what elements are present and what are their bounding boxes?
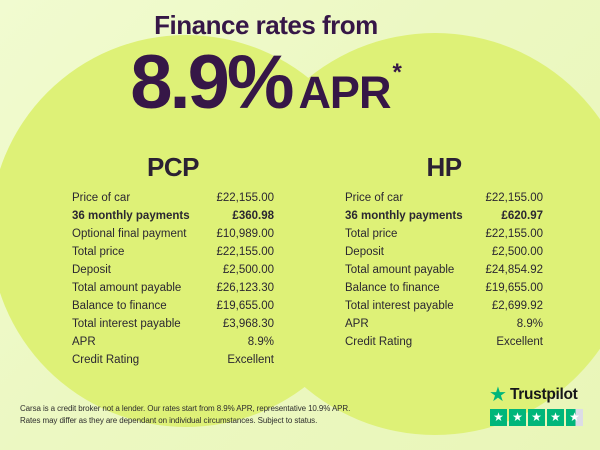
trustpilot-star-icon: ★ xyxy=(490,409,507,426)
table-row xyxy=(345,225,543,243)
row-value: £22,155.00 xyxy=(485,192,543,204)
row-value: £22,155.00 xyxy=(485,228,543,240)
row-label: Credit Rating xyxy=(72,354,140,366)
rate-suffix: APR xyxy=(298,67,391,118)
headline-title: Finance rates from xyxy=(154,10,378,40)
trustpilot-badge xyxy=(489,385,583,426)
row-value: £2,500.00 xyxy=(491,246,543,258)
row-label: Total interest payable xyxy=(72,318,181,330)
trustpilot-star-icon: ★ xyxy=(528,409,545,426)
row-value: £19,655.00 xyxy=(216,300,274,312)
row-value: £24,854.92 xyxy=(485,264,543,276)
table-row xyxy=(72,315,274,333)
table-row xyxy=(72,189,274,207)
table-row xyxy=(72,279,274,297)
disclaimer-text xyxy=(20,403,388,427)
table-row xyxy=(345,315,543,333)
table-row xyxy=(72,297,274,315)
row-label: APR xyxy=(72,336,96,348)
row-label: Price of car xyxy=(72,192,131,204)
table-row xyxy=(72,351,274,369)
trustpilot-rating-stars xyxy=(490,409,583,426)
table-row xyxy=(72,261,274,279)
table-row xyxy=(345,261,543,279)
row-value: £620.97 xyxy=(501,210,543,222)
row-label: Total interest payable xyxy=(345,300,454,312)
row-label: Total amount payable xyxy=(72,282,182,294)
row-label: Price of car xyxy=(345,192,404,204)
row-value: Excellent xyxy=(227,354,274,366)
trustpilot-star-icon: ★ xyxy=(566,409,583,426)
trustpilot-star-icon: ★ xyxy=(509,409,526,426)
row-value: £22,155.00 xyxy=(216,246,274,258)
table-row xyxy=(72,333,274,351)
rate-asterisk: * xyxy=(392,59,402,86)
row-value: 8.9% xyxy=(516,318,543,330)
trustpilot-brand-name: Trustpilot xyxy=(509,386,578,403)
row-value: £26,123.30 xyxy=(216,282,274,294)
rate-value: 8.9% xyxy=(130,40,292,125)
row-label: Balance to finance xyxy=(72,300,167,312)
row-label: Credit Rating xyxy=(345,336,413,348)
row-label: Balance to finance xyxy=(345,282,440,294)
row-label: Deposit xyxy=(72,264,111,276)
row-value: £2,699.92 xyxy=(491,300,543,312)
table-row xyxy=(345,207,543,225)
table-row xyxy=(72,243,274,261)
row-value: £3,968.30 xyxy=(222,318,274,330)
row-value: 8.9% xyxy=(247,336,274,348)
trustpilot-star-icon: ★ xyxy=(547,409,564,426)
row-label: Total price xyxy=(345,228,398,240)
row-value: £360.98 xyxy=(232,210,274,222)
row-label: 36 monthly payments xyxy=(345,210,463,222)
row-value: Excellent xyxy=(496,336,543,348)
headline xyxy=(0,10,532,125)
table-row xyxy=(345,189,543,207)
row-label: Deposit xyxy=(345,246,384,258)
row-label: APR xyxy=(345,318,369,330)
table-row xyxy=(345,297,543,315)
rate-line xyxy=(0,40,532,125)
row-value: £19,655.00 xyxy=(485,282,543,294)
table-row xyxy=(72,207,274,225)
row-value: £22,155.00 xyxy=(216,192,274,204)
pcp-table xyxy=(72,189,274,369)
table-row xyxy=(345,243,543,261)
hp-table xyxy=(345,189,543,351)
pcp-column-title: PCP xyxy=(147,152,199,182)
row-label: Total amount payable xyxy=(345,264,455,276)
row-value: £2,500.00 xyxy=(222,264,274,276)
row-label: Optional final payment xyxy=(72,228,187,240)
row-label: 36 monthly payments xyxy=(72,210,190,222)
disclaimer-line-1: Carsa is a credit broker not a lender. Our rates start from 8.9% APR, representative 10.9% APR. xyxy=(20,404,351,413)
trustpilot-logo-star-icon: ★ xyxy=(489,384,507,406)
table-row xyxy=(345,279,543,297)
disclaimer-line-2: Rates may differ as they are dependant on individual circumstances. Subject to status. xyxy=(20,416,318,425)
row-value: £10,989.00 xyxy=(216,228,274,240)
table-row xyxy=(72,225,274,243)
trustpilot-brand-row xyxy=(489,385,583,405)
row-label: Total price xyxy=(72,246,125,258)
table-row xyxy=(345,333,543,351)
hp-column-title: HP xyxy=(426,152,462,182)
